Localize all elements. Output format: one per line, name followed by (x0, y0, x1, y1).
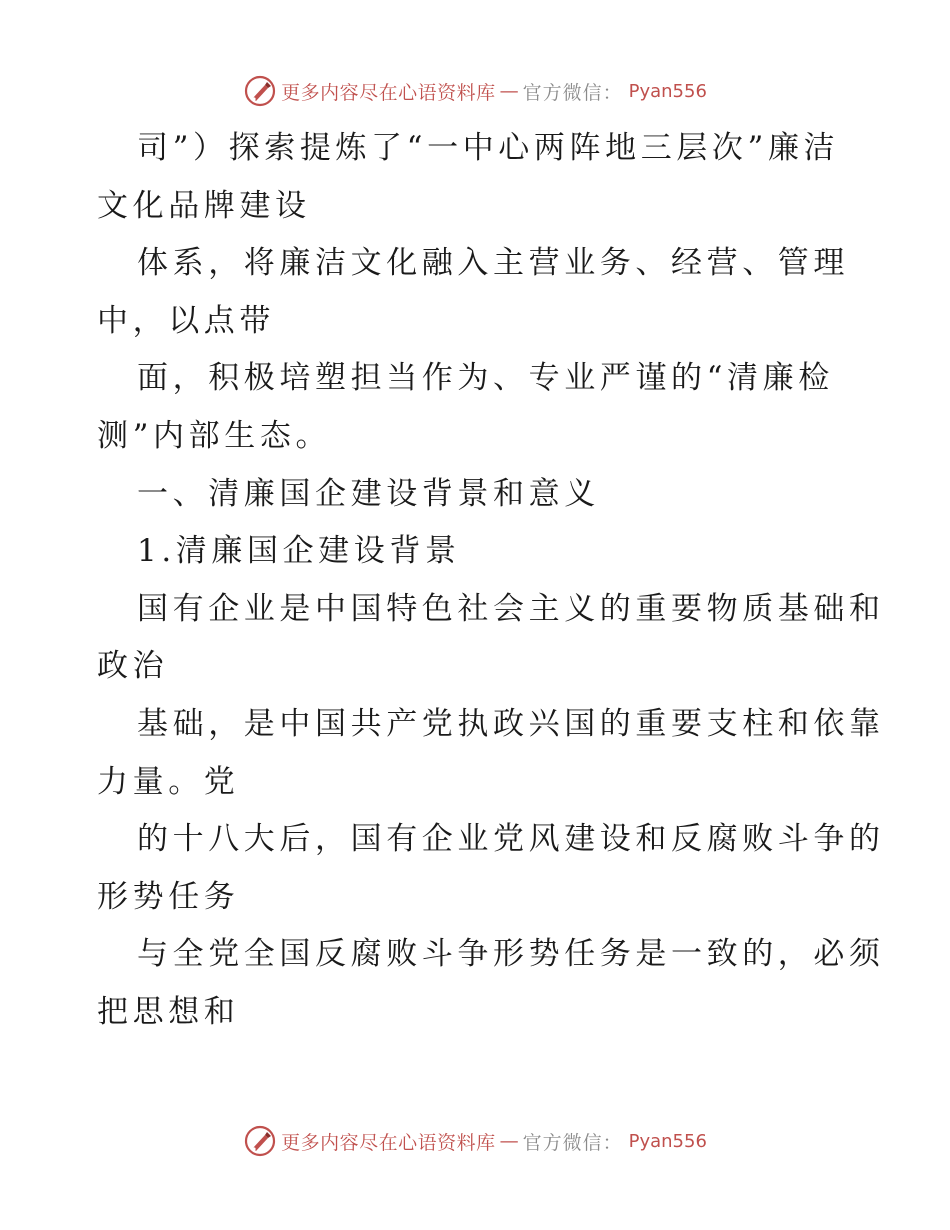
watermark-dash: — (499, 80, 519, 102)
watermark-brand: 更多内容尽在心语资料库 (281, 1131, 496, 1154)
pen-logo-icon (243, 74, 277, 108)
watermark-wechat-id: Pyan556 (628, 1130, 707, 1152)
text-line: 把思想和 (97, 993, 240, 1030)
watermark-wechat-label: 官方微信： (522, 1131, 623, 1154)
text-line: 面，积极培塑担当作为、专业严谨的“清廉检 (137, 360, 834, 397)
text-line: 力量。党 (97, 763, 240, 800)
text-line: 测”内部生态。 (97, 417, 332, 454)
footer-watermark (0, 1124, 950, 1158)
text-line: 基础，是中国共产党执政兴国的重要支柱和依靠 (137, 705, 885, 742)
text-line: 政治 (97, 648, 169, 685)
document-body (97, 120, 885, 1042)
text-line: 一、清廉国企建设背景和意义 (137, 475, 600, 512)
text-line: 与全党全国反腐败斗争形势任务是一致的，必须 (137, 936, 885, 973)
watermark-dash: — (499, 1130, 519, 1152)
text-line: 体系，将廉洁文化融入主营业务、经营、管理 (137, 245, 849, 282)
watermark-brand: 更多内容尽在心语资料库 (281, 81, 496, 104)
text-line: 国有企业是中国特色社会主义的重要物质基础和 (137, 590, 885, 627)
watermark-wechat-id: Pyan556 (628, 80, 707, 102)
text-line: 中，以点带 (97, 302, 275, 339)
text-line: 司”）探索提炼了“一中心两阵地三层次”廉洁 (137, 130, 840, 166)
text-line: 文化品牌建设 (97, 187, 311, 224)
text-line: 1.清廉国企建设背景 (137, 533, 461, 570)
header-watermark (0, 74, 950, 108)
watermark-wechat-label: 官方微信： (522, 81, 623, 104)
text-line: 的十八大后，国有企业党风建设和反腐败斗争的 (137, 821, 885, 858)
pen-logo-icon (243, 1124, 277, 1158)
text-line: 形势任务 (97, 878, 240, 915)
